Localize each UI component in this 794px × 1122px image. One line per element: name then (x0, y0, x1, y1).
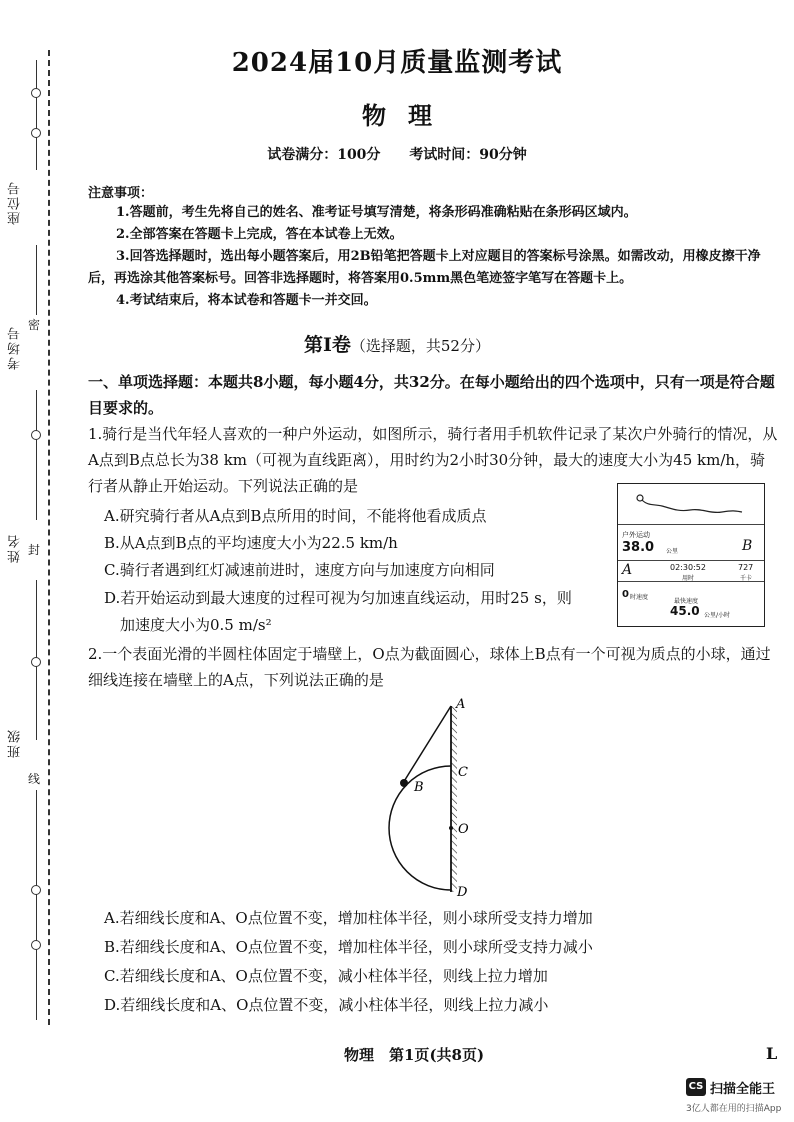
exam-meta (0, 144, 794, 164)
calories-value: 727 (738, 563, 754, 572)
figure-divider (618, 560, 764, 561)
point-b-label: B (742, 538, 753, 554)
start-speed-label: 时速度 (630, 594, 649, 601)
class-label: 班级 (8, 728, 23, 758)
part-heading (0, 330, 794, 357)
q2-option-c: C.若细线长度和A、O点位置不变，减小柱体半径，则线上拉力增加 (104, 967, 548, 985)
max-speed-value: 45.0 (670, 604, 700, 618)
full-score: 试卷满分：100分 (267, 147, 381, 163)
notice-item: 3.回答选择题时，选出每小题答案后，用2B铅笔把答题卡上对应题目的答案标号涂黑。如需改动，用橡皮擦干净后，再选涂其他答案标号。回答非选择题时，将答案用0.5mm黑色笔迹签字笔写在答题卡上。 (88, 249, 761, 286)
page-number: 物理 第1页(共8页) (344, 1046, 485, 1064)
seal-char-xian: 线 (28, 772, 41, 786)
q1-option-d: D.若开始运动到最大速度的过程可视为匀加速直线运动，用时25 s，则 (104, 589, 572, 607)
notice-item: 1.答题前，考生先将自己的姓名、准考证号填写清楚，将条形码准确粘贴在条形码区域内。 (116, 205, 637, 220)
margin-rule (36, 245, 37, 315)
margin-hole (31, 657, 41, 667)
margin-hole (31, 430, 41, 440)
part-title: 第Ⅰ卷 (304, 334, 351, 356)
notice-item: 4.考试结束后，将本试卷和答题卡一并交回。 (116, 293, 377, 308)
notice-item: 2.全部答案在答题卡上完成，答在本试卷上无效。 (116, 227, 403, 242)
figure-divider (618, 581, 764, 582)
q2-stem: 2.一个表面光滑的半圆柱体固定于墙壁上，O点为截面圆心，球体上B点有一个可视为质点的小球，通过细线连接在墙壁上的A点，下列说法正确的是 (88, 645, 771, 689)
distance-value: 38.0 (622, 540, 655, 555)
label-b: B (414, 780, 424, 795)
notice-heading: 注意事项： (88, 186, 154, 201)
ball-b (400, 779, 408, 787)
q1-option-c: C.骑行者遇到红灯减速前进时，速度方向与加速度方向相同 (104, 561, 495, 579)
label-a: A (456, 697, 466, 712)
seat-number-label: 座位号 (8, 180, 23, 225)
exam-time: 考试时间：90分钟 (409, 147, 527, 163)
name-label: 姓名 (8, 533, 23, 563)
distance-unit: 公里 (666, 548, 679, 555)
label-o: O (458, 822, 469, 837)
part-subtitle: （选择题，共52分） (350, 337, 490, 355)
point-a-label: A (622, 562, 633, 578)
center-point-o (449, 826, 453, 830)
q1-option-d-cont: 加速度大小为0.5 m/s² (120, 616, 272, 634)
binding-dashed-line (48, 50, 50, 1025)
q1-option-a: A.研究骑行者从A点到B点所用的时间，不能将他看成质点 (104, 507, 487, 525)
q1-option-b: B.从A点到B点的平均速度大小为22.5 km/h (104, 534, 398, 552)
exam-room-label: 考场号 (8, 325, 23, 370)
q1-stem: 1.骑行是当代年轻人喜欢的一种户外运动，如图所示，骑行者用手机软件记录了某次户外骑行的情况，从A点到B点总长为38 km（可视为直线距离），用时约为2小时30分钟，最大的速度大小为45 km/h，骑行者从静止开始运动。下列说法正确的是 (88, 425, 778, 495)
string-line (403, 706, 451, 783)
margin-rule (36, 790, 37, 1020)
q2-option-b: B.若细线长度和A、O点位置不变，增加柱体半径，则小球所受支持力减小 (104, 938, 593, 956)
q2-option-a: A.若细线长度和A、O点位置不变，增加柱体半径，则小球所受支持力增加 (104, 909, 593, 927)
start-speed-value: 0 (622, 589, 629, 600)
route-path (642, 500, 742, 512)
section-intro: 一、单项选择题：本题共8小题，每小题4分，共32分。在每小题给出的四个选项中，只有一项是符合题目要求的。 (88, 373, 775, 417)
paper-version-letter: L (766, 1044, 778, 1063)
q2-option-d: D.若细线长度和A、O点位置不变，减小柱体半径，则线上拉力减小 (104, 996, 549, 1014)
seal-char-mi: 密 (28, 318, 41, 332)
activity-label: 户外运动 (622, 531, 650, 539)
notice-list (88, 202, 778, 312)
exam-title: 2024届10月质量监测考试 (231, 48, 563, 78)
scanner-tagline: 3亿人都在用的扫描App (686, 1104, 782, 1114)
calories-unit: 千卡 (740, 575, 753, 582)
figure-divider (618, 524, 764, 525)
scanner-app-name: 扫描全能王 (710, 1082, 776, 1097)
margin-rule (36, 390, 37, 520)
elapsed-time: 02:30:52 (670, 563, 706, 572)
q2-figure (370, 696, 500, 900)
subject-title: 物理 (362, 101, 454, 130)
elapsed-time-label: 用时 (682, 575, 695, 582)
label-c: C (458, 765, 468, 780)
cycling-app-figure (617, 483, 765, 627)
max-speed-label: 最快速度 (674, 598, 699, 605)
route-map (618, 484, 764, 524)
max-speed-unit: 公里/小时 (704, 612, 731, 619)
seal-char-feng: 封 (28, 543, 41, 557)
scanner-logo-icon: CS (686, 1078, 706, 1096)
margin-hole (31, 885, 41, 895)
margin-hole (31, 940, 41, 950)
label-d: D (457, 885, 468, 900)
